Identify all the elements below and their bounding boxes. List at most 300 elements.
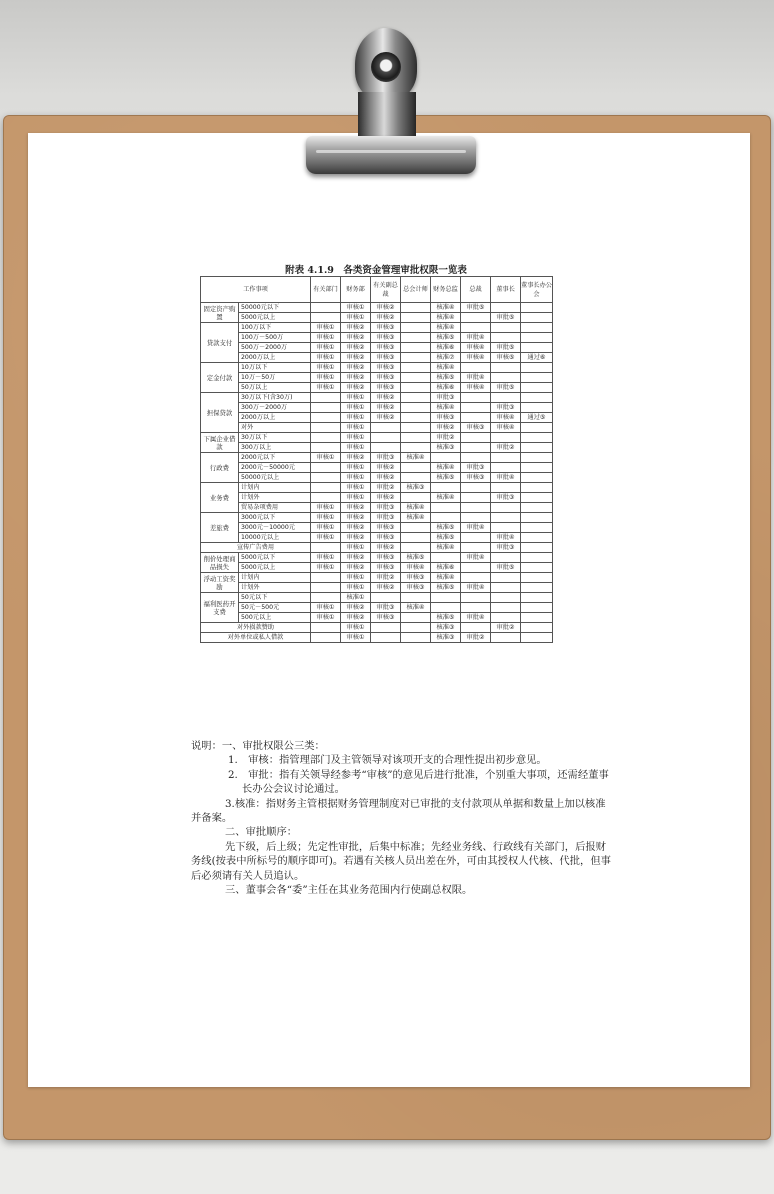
value-cell	[521, 603, 553, 613]
value-cell	[491, 433, 521, 443]
value-cell: 审批③	[491, 403, 521, 413]
value-cell: 核准⑥	[431, 563, 461, 573]
value-cell: 审核③	[371, 553, 401, 563]
table-header-row	[201, 277, 553, 303]
value-cell: 核准④	[431, 313, 461, 323]
value-cell	[521, 613, 553, 623]
item-cell: 计划内	[239, 573, 311, 583]
value-cell: 核准④	[431, 493, 461, 503]
value-cell	[371, 623, 401, 633]
table-row	[201, 463, 553, 473]
value-cell	[521, 633, 553, 643]
value-cell: 核准⑦	[431, 353, 461, 363]
value-cell	[521, 363, 553, 373]
value-cell: 审核①	[341, 473, 371, 483]
value-cell: 审核①	[341, 303, 371, 313]
value-cell	[521, 303, 553, 313]
value-cell	[461, 483, 491, 493]
value-cell	[521, 373, 553, 383]
value-cell	[461, 543, 491, 553]
header-cell: 工作事项	[201, 277, 311, 303]
table-row	[201, 343, 553, 353]
value-cell	[311, 443, 341, 453]
value-cell	[431, 453, 461, 463]
value-cell	[401, 343, 431, 353]
value-cell	[311, 433, 341, 443]
value-cell	[401, 383, 431, 393]
value-cell: 核准⑤	[431, 533, 461, 543]
value-cell	[491, 523, 521, 533]
value-cell: 审核①	[341, 463, 371, 473]
table-row	[201, 383, 553, 393]
item-cell: 50万以上	[239, 383, 311, 393]
value-cell: 核准⑤	[431, 473, 461, 483]
table-row	[201, 523, 553, 533]
value-cell	[521, 573, 553, 583]
value-cell	[371, 443, 401, 453]
table-row	[201, 413, 553, 423]
value-cell	[401, 543, 431, 553]
value-cell	[461, 323, 491, 333]
table-row	[201, 593, 553, 603]
value-cell: 审批②	[431, 433, 461, 443]
value-cell: 核准⑤	[431, 613, 461, 623]
value-cell	[521, 333, 553, 343]
item-cell: 对外损款赞助	[201, 623, 311, 633]
table-row	[201, 403, 553, 413]
value-cell	[401, 393, 431, 403]
value-cell: 审核①	[341, 573, 371, 583]
item-cell: 50元－500元	[239, 603, 311, 613]
category-cell: 浮动工资奖励	[201, 573, 239, 593]
value-cell	[371, 433, 401, 443]
value-cell	[461, 433, 491, 443]
value-cell	[401, 433, 431, 443]
table-row	[201, 583, 553, 593]
value-cell: 审核①	[311, 383, 341, 393]
value-cell	[491, 463, 521, 473]
value-cell: 核准④	[431, 573, 461, 583]
value-cell	[401, 353, 431, 363]
value-cell: 审核③	[371, 383, 401, 393]
note-line: 2. 审批：指有关领导经参考“审核”的意见后进行批准，个别重大事项，还需经董事长办公会议讨论通过。	[228, 768, 609, 796]
value-cell: 审核④	[491, 423, 521, 433]
item-cell: 计划内	[239, 483, 311, 493]
value-cell	[491, 553, 521, 563]
category-cell: 削价处理商品损失	[201, 553, 239, 573]
value-cell: 审核②	[371, 543, 401, 553]
item-cell: 5000元以下	[239, 553, 311, 563]
item-cell: 500元以上	[239, 613, 311, 623]
value-cell: 审核②	[371, 403, 401, 413]
value-cell	[521, 453, 553, 463]
category-cell: 行政费	[201, 453, 239, 483]
item-cell: 30万以下	[239, 433, 311, 443]
clip-base	[306, 136, 476, 174]
value-cell: 核准③	[431, 443, 461, 453]
value-cell	[491, 453, 521, 463]
value-cell	[401, 413, 431, 423]
value-cell: 审核②	[341, 563, 371, 573]
table-row	[201, 363, 553, 373]
value-cell	[521, 533, 553, 543]
note-line: 先下级，后上级；先定性审批，后集中标准；先经业务线、行政线有关部门，后报财务线(按表中所标号的顺序即可)。若遇有关核人员出差在外，可由其授权人代核、代批，但事后必须请有关人员追认。	[191, 840, 611, 882]
value-cell: 审核②	[371, 493, 401, 503]
table-row	[201, 453, 553, 463]
value-cell	[311, 593, 341, 603]
value-cell: 审核②	[341, 333, 371, 343]
table-row	[201, 573, 553, 583]
table-row	[201, 563, 553, 573]
table-row	[201, 613, 553, 623]
value-cell	[401, 523, 431, 533]
value-cell: 审核③	[371, 323, 401, 333]
header-cell: 有关副总裁	[371, 277, 401, 303]
value-cell: 审核①	[341, 393, 371, 403]
value-cell: 审核④	[401, 563, 431, 573]
item-cell: 10000元以上	[239, 533, 311, 543]
table-row	[201, 303, 553, 313]
value-cell	[311, 393, 341, 403]
value-cell: 审核②	[341, 503, 371, 513]
value-cell	[311, 583, 341, 593]
value-cell: 审批③	[491, 493, 521, 503]
value-cell: 审核④	[461, 383, 491, 393]
value-cell: 审核①	[311, 533, 341, 543]
value-cell: 核准④	[431, 403, 461, 413]
value-cell: 审核②	[431, 423, 461, 433]
item-cell: 50000元以上	[239, 473, 311, 483]
header-cell: 董事长	[491, 277, 521, 303]
value-cell	[521, 323, 553, 333]
category-cell: 担保贷款	[201, 393, 239, 433]
value-cell: 审核③	[461, 473, 491, 483]
value-cell	[521, 443, 553, 453]
value-cell: 审核①	[311, 353, 341, 363]
value-cell	[491, 303, 521, 313]
value-cell	[491, 333, 521, 343]
item-cell: 500万－2000万	[239, 343, 311, 353]
value-cell: 审核①	[311, 613, 341, 623]
table-row	[201, 323, 553, 333]
value-cell	[521, 463, 553, 473]
value-cell: 审批③	[371, 503, 401, 513]
table-row	[201, 503, 553, 513]
value-cell: 审核②	[341, 343, 371, 353]
value-cell: 审核①	[311, 333, 341, 343]
value-cell	[521, 593, 553, 603]
note-line: 说明：一、审批权限公三类：	[191, 740, 325, 752]
clip-hole	[371, 52, 401, 82]
value-cell	[431, 553, 461, 563]
value-cell: 审核②	[371, 473, 401, 483]
item-cell: 5000元以上	[239, 563, 311, 573]
value-cell	[311, 313, 341, 323]
value-cell: 核准③	[431, 633, 461, 643]
value-cell: 核准⑤	[431, 333, 461, 343]
value-cell: 核准①	[341, 593, 371, 603]
value-cell	[311, 543, 341, 553]
value-cell: 审核①	[311, 453, 341, 463]
value-cell: 核准③	[401, 483, 431, 493]
value-cell: 审批②	[461, 633, 491, 643]
value-cell	[491, 323, 521, 333]
value-cell: 审核③	[371, 363, 401, 373]
table-row	[201, 313, 553, 323]
header-cell: 财务总监	[431, 277, 461, 303]
table-row	[201, 533, 553, 543]
value-cell	[521, 493, 553, 503]
value-cell	[461, 403, 491, 413]
item-cell: 3000元－10000元	[239, 523, 311, 533]
table-row	[201, 513, 553, 523]
category-cell: 下属企业借款	[201, 433, 239, 453]
value-cell: 核准④	[401, 603, 431, 613]
value-cell: 核准④	[401, 503, 431, 513]
category-cell: 差旅费	[201, 513, 239, 543]
value-cell: 审核①	[311, 503, 341, 513]
value-cell: 审核①	[341, 413, 371, 423]
value-cell: 核准⑤	[431, 373, 461, 383]
value-cell	[521, 483, 553, 493]
value-cell	[491, 513, 521, 523]
header-cell: 董事长办公会	[521, 277, 553, 303]
table-title: 附表 4.1.9 各类资金管理审批权限一览表	[285, 265, 467, 276]
value-cell	[521, 553, 553, 563]
value-cell	[521, 503, 553, 513]
value-cell	[431, 593, 461, 603]
value-cell	[461, 593, 491, 603]
item-cell: 计划外	[239, 493, 311, 503]
value-cell: 审核①	[341, 433, 371, 443]
value-cell: 审核①	[311, 513, 341, 523]
value-cell	[461, 563, 491, 573]
value-cell: 审核①	[311, 363, 341, 373]
value-cell: 审核③	[371, 333, 401, 343]
note-line: 二、审批顺序：	[225, 826, 298, 839]
category-cell: 业务费	[201, 483, 239, 513]
value-cell	[461, 503, 491, 513]
item-cell: 3000元以下	[239, 513, 311, 523]
value-cell: 核准⑥	[431, 343, 461, 353]
value-cell: 审核①	[341, 543, 371, 553]
value-cell: 审核③	[371, 353, 401, 363]
item-cell: 2000万以上	[239, 413, 311, 423]
value-cell	[401, 623, 431, 633]
value-cell: 审批③	[431, 393, 461, 403]
value-cell: 审核②	[341, 533, 371, 543]
value-cell	[401, 403, 431, 413]
table-row	[201, 333, 553, 343]
value-cell	[401, 313, 431, 323]
value-cell	[401, 333, 431, 343]
value-cell: 审批③	[491, 543, 521, 553]
value-cell	[311, 303, 341, 313]
table-row	[201, 493, 553, 503]
value-cell	[521, 423, 553, 433]
value-cell	[521, 513, 553, 523]
value-cell: 审核①	[311, 603, 341, 613]
value-cell	[461, 413, 491, 423]
value-cell: 审核②	[341, 603, 371, 613]
value-cell	[521, 313, 553, 323]
value-cell	[491, 603, 521, 613]
category-cell: 固定资产购置	[201, 303, 239, 323]
value-cell: 审核②	[341, 353, 371, 363]
value-cell: 审核①	[311, 323, 341, 333]
value-cell: 审批④	[461, 523, 491, 533]
value-cell: 审核①	[341, 623, 371, 633]
value-cell: 审批⑤	[491, 313, 521, 323]
table-row	[201, 603, 553, 613]
header-cell: 财务部	[341, 277, 371, 303]
note-line: 3.核准：指财务主管根据财务管理制度对已审批的支付款项从单据和数量上加以核准并备案。	[191, 797, 606, 825]
item-cell: 2000元以下	[239, 453, 311, 463]
value-cell	[461, 493, 491, 503]
value-cell	[401, 373, 431, 383]
table-row	[201, 633, 553, 643]
value-cell: 审核②	[341, 513, 371, 523]
value-cell: 审核④	[461, 343, 491, 353]
category-cell: 贷款支付	[201, 323, 239, 363]
value-cell: 审批③	[371, 513, 401, 523]
value-cell	[311, 623, 341, 633]
value-cell	[461, 443, 491, 453]
value-cell	[431, 483, 461, 493]
header-cell: 有关部门	[311, 277, 341, 303]
value-cell	[311, 493, 341, 503]
value-cell: 审批③	[461, 463, 491, 473]
value-cell	[371, 423, 401, 433]
value-cell: 审核③	[431, 413, 461, 423]
value-cell: 审批④	[491, 473, 521, 483]
item-cell: 300万以上	[239, 443, 311, 453]
table-row	[201, 483, 553, 493]
item-cell: 10万－50万	[239, 373, 311, 383]
value-cell	[491, 593, 521, 603]
value-cell: 审核②	[341, 613, 371, 623]
value-cell	[371, 633, 401, 643]
value-cell	[491, 483, 521, 493]
value-cell	[461, 363, 491, 373]
value-cell	[311, 573, 341, 583]
value-cell	[461, 573, 491, 583]
value-cell: 审核③	[401, 573, 431, 583]
value-cell	[491, 633, 521, 643]
value-cell	[491, 363, 521, 373]
note-line: 1. 审核：指管理部门及主管领导对该项开支的合理性提出初步意见。	[228, 754, 547, 767]
value-cell	[311, 403, 341, 413]
value-cell: 审核③	[371, 613, 401, 623]
value-cell: 核准③	[431, 623, 461, 633]
item-cell: 2000万以上	[239, 353, 311, 363]
value-cell	[311, 463, 341, 473]
value-cell: 审核②	[371, 393, 401, 403]
value-cell	[401, 303, 431, 313]
value-cell	[401, 593, 431, 603]
value-cell: 审核①	[341, 443, 371, 453]
value-cell: 核准④	[401, 453, 431, 463]
value-cell: 审核①	[341, 483, 371, 493]
value-cell: 审批③	[371, 453, 401, 463]
value-cell	[431, 503, 461, 513]
value-cell: 审核①	[311, 553, 341, 563]
value-cell	[431, 513, 461, 523]
value-cell: 核准⑥	[431, 383, 461, 393]
table-row	[201, 353, 553, 363]
value-cell	[521, 403, 553, 413]
header-cell: 总裁	[461, 277, 491, 303]
item-cell: 300万－2000万	[239, 403, 311, 413]
value-cell: 审核③	[401, 583, 431, 593]
value-cell	[311, 473, 341, 483]
table-body	[201, 303, 553, 643]
value-cell	[491, 573, 521, 583]
table-row	[201, 423, 553, 433]
value-cell: 审批④	[461, 333, 491, 343]
value-cell: 审核①	[311, 343, 341, 353]
value-cell: 审核③	[461, 423, 491, 433]
value-cell: 审核④	[461, 353, 491, 363]
value-cell	[521, 623, 553, 633]
value-cell: 核准④	[401, 513, 431, 523]
value-cell: 审核③	[371, 563, 401, 573]
value-cell	[461, 603, 491, 613]
value-cell: 核准④	[431, 303, 461, 313]
item-cell: 对外单位或私人借款	[201, 633, 311, 643]
value-cell: 审核③	[371, 533, 401, 543]
value-cell	[521, 523, 553, 533]
value-cell	[461, 313, 491, 323]
value-cell: 审核③	[371, 523, 401, 533]
value-cell: 审核③	[371, 343, 401, 353]
value-cell	[491, 613, 521, 623]
value-cell: 审核②	[341, 373, 371, 383]
value-cell: 审批④	[491, 533, 521, 543]
value-cell	[401, 533, 431, 543]
value-cell: 核准⑤	[401, 553, 431, 563]
value-cell	[461, 393, 491, 403]
value-cell: 审核②	[371, 583, 401, 593]
value-cell: 通过⑤	[521, 413, 553, 423]
table-row	[201, 473, 553, 483]
value-cell	[521, 383, 553, 393]
value-cell	[371, 593, 401, 603]
item-cell: 100万以下	[239, 323, 311, 333]
value-cell	[461, 453, 491, 463]
header-cell: 总会计师	[401, 277, 431, 303]
value-cell	[461, 513, 491, 523]
value-cell: 审批⑤	[461, 303, 491, 313]
item-cell: 2000元－50000元	[239, 463, 311, 473]
note-line: 三、董事会各“委”主任在其业务范围内行使副总权限。	[225, 884, 473, 897]
item-cell: 对外	[239, 423, 311, 433]
value-cell	[521, 343, 553, 353]
category-cell: 福利医药开支费	[201, 593, 239, 623]
value-cell: 核准④	[431, 363, 461, 373]
item-cell: 计划外	[239, 583, 311, 593]
value-cell	[491, 373, 521, 383]
value-cell: 审核②	[371, 303, 401, 313]
value-cell: 核准④	[431, 463, 461, 473]
value-cell: 审批②	[491, 623, 521, 633]
value-cell	[461, 623, 491, 633]
value-cell: 审核②	[341, 383, 371, 393]
value-cell: 审核②	[371, 463, 401, 473]
value-cell: 审核②	[341, 453, 371, 463]
value-cell: 审批②	[371, 573, 401, 583]
value-cell: 审核①	[311, 563, 341, 573]
